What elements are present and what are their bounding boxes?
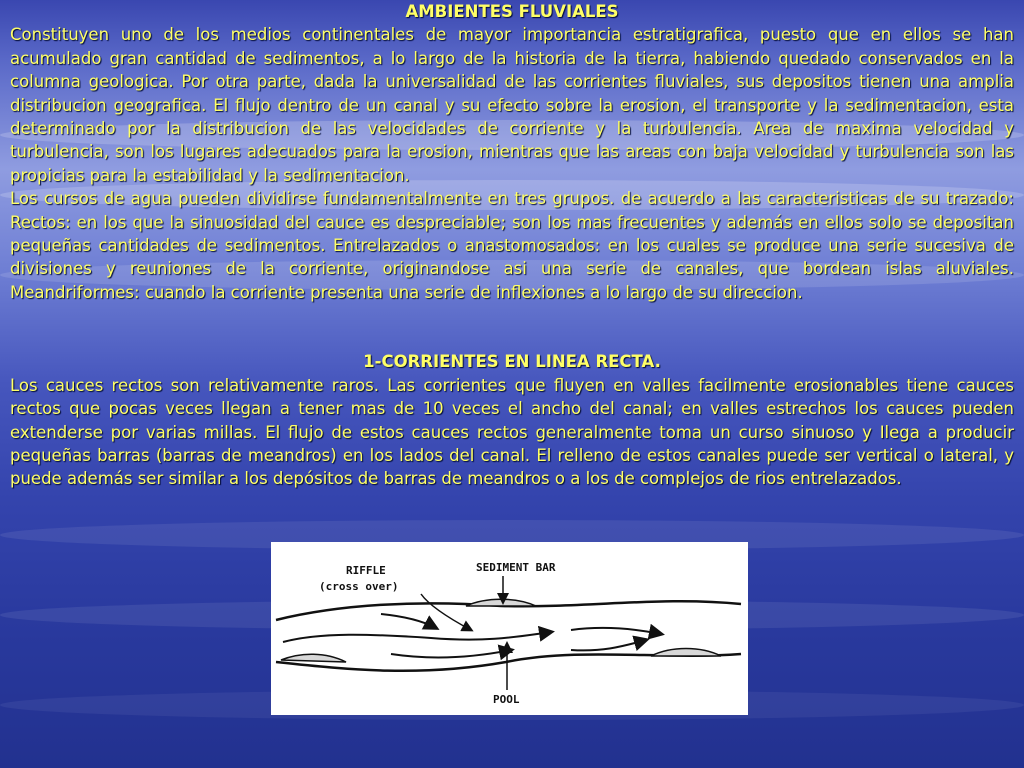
sediment-bar-left — [281, 654, 346, 662]
paragraph-groups: Los cursos de agua pueden dividirse fundamentalmente en tres grupos. de acuerdo a las caracteristicas de su trazado: Rectos: en los que la sinuosidad del cauce es despreciable; son los mas frecuentes y además en ellos solo se depositan pequeñas cantidades de sedimentos. Entrelazados o anastomosados: en los cuales se produce una serie sucesiva de divisiones y reuniones de la corriente, originandose asi una serie de canales, que bordean islas aluviales. Meandriformes: cuando la corriente presenta una serie de inflexiones a lo largo de su direccion. — [10, 189, 1014, 302]
flow-arrow-1 — [381, 614, 436, 628]
flow-arrow-3 — [571, 628, 661, 634]
pool-label: POOL — [493, 693, 520, 706]
paragraph-intro: Constituyen uno de los medios continentales de mayor importancia estratigrafica, puesto que en ellos se han acumulado gran cantidad de sedimentos, a lo largo de la historia de la tierra, habiendo quedado conservados en la columna geologica. Por otra parte, dada la universalidad de las corrientes fluviales, sus depositos tienen una amplia distribucion geografica. El flujo dentro de un canal y su efecto sobre la erosion, el transporte y la sedimentacion, esta determinado por la distribucion de las velocidades de corriente y la turbulencia. Area de maxima velocidad y turbulencia, son los lugares adecuados para la erosion, mientras que las areas con baja velocidad y turbulencia son las propicias para la estabilidad y la sedimentacion. — [10, 25, 1014, 185]
riffle-label: RIFFLE — [346, 564, 386, 577]
riffle-sublabel: (cross over) — [319, 580, 399, 593]
sediment-bar-bottom — [651, 649, 721, 657]
section-paragraph: Los cauces rectos son relativamente raros. Las corrientes que fluyen en valles facilmente erosionables tiene cauces rectos que pocas veces llegan a tener mas de 10 veces el ancho del canal; en valles estrechos los cauces pueden extenderse por varias millas. El flujo de estos cauces rectos generalmente toma un curso sinuoso y Ilega a producir pequeñas barras (barras de meandros) en los lados del canal. El relleno de estos canales puede ser vertical o lateral, y puede además ser similar a los depósitos de barras de meandros o a los de complejos de rios entrelazados. — [10, 375, 1014, 489]
sediment-bar-label: SEDIMENT BAR — [476, 561, 556, 574]
page-title: AMBIENTES FLUVIALES — [405, 2, 619, 21]
flow-arrow-5 — [391, 650, 511, 657]
section-title: 1-CORRIENTES EN LINEA RECTA. — [363, 352, 661, 372]
sediment-bar-top — [466, 599, 536, 606]
flow-arrow-2 — [283, 632, 551, 642]
channel-diagram — [271, 542, 748, 715]
flow-arrow-4 — [571, 640, 646, 650]
slide-text — [10, 0, 1014, 491]
